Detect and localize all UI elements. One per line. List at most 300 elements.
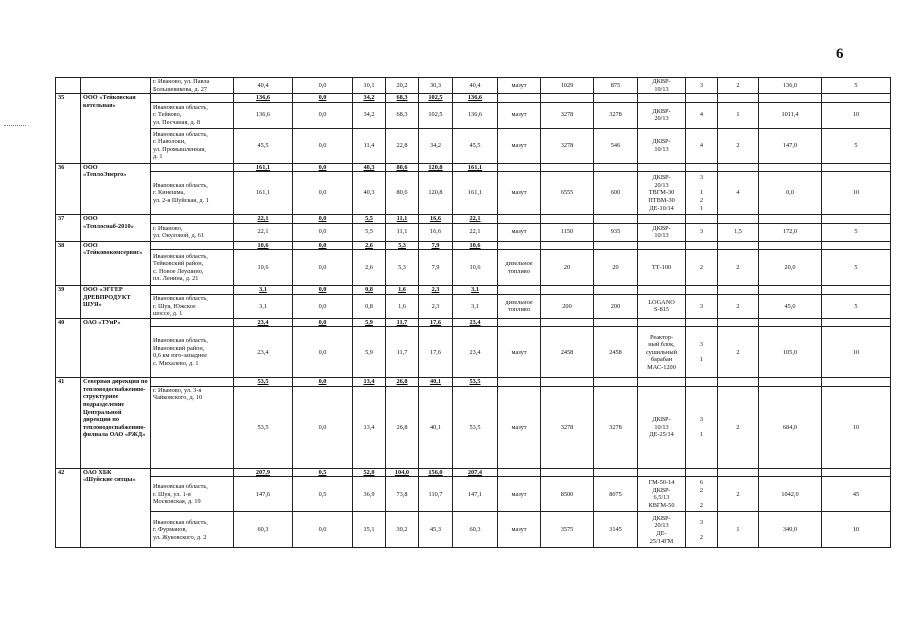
parameter-value: 2: [718, 294, 759, 318]
available-capacity: 875: [594, 78, 638, 94]
total-value: 68,3: [386, 94, 419, 103]
total-value: 11,1: [386, 215, 419, 224]
organization-total-row: [56, 468, 891, 477]
organization-name: Северная дирекция по тепловодоснабжению-структурное подразделение Центральной дирекции по тепловодоснабжению-филиала ОАО «РЖД»: [81, 378, 151, 469]
organization-total-row: [56, 378, 891, 387]
total-value: 161,1: [453, 163, 498, 172]
site-address: Ивановская область, г. Шуя, ул. 1-я Московская, д. 19: [151, 477, 234, 512]
capacity-value: 23,4: [234, 327, 293, 378]
empty-cell: [638, 318, 686, 327]
total-value: 0,0: [293, 163, 353, 172]
site-address: Ивановская область, г. Фурманов, ул. Жуковского, д. 2: [151, 512, 234, 548]
boiler-type: ДКВР- 10/13: [638, 78, 686, 94]
capacity-value: 10,6: [234, 250, 293, 286]
organization-total-row: [56, 94, 891, 103]
capacity-value: 5,3: [386, 250, 419, 286]
empty-cell: [541, 163, 594, 172]
capacity-value: 30,3: [419, 78, 453, 94]
reserve-volume: 1042,0: [759, 477, 822, 512]
duration-value: 5: [822, 128, 891, 163]
capacity-value: 161,1: [453, 172, 498, 215]
organization-name: ОАО «ТУиР»: [81, 318, 151, 378]
total-value: 120,8: [419, 163, 453, 172]
empty-cell: [822, 286, 891, 295]
reserve-volume: 105,0: [759, 327, 822, 378]
empty-cell: [498, 318, 541, 327]
capacity-value: 34,2: [419, 128, 453, 163]
boiler-type: ДКВР- 20/13 ДЕ- 25/14ГМ: [638, 512, 686, 548]
organization-total-row: [56, 241, 891, 250]
duration-value: 10: [822, 512, 891, 548]
total-value: 0,5: [293, 468, 353, 477]
total-value: 2,3: [419, 286, 453, 295]
capacity-value: 0,0: [293, 78, 353, 94]
boiler-count: 3: [686, 223, 718, 241]
empty-cell: [759, 468, 822, 477]
capacity-value: 11,1: [386, 223, 419, 241]
capacity-value: 22,1: [453, 223, 498, 241]
entry-number: 40: [56, 318, 81, 378]
empty-cell: [638, 241, 686, 250]
empty-cell: [638, 163, 686, 172]
empty-cell: [594, 163, 638, 172]
empty-cell: [759, 241, 822, 250]
empty-cell: [718, 94, 759, 103]
empty-cell: [822, 215, 891, 224]
boiler-type: LOGANO S-815: [638, 294, 686, 318]
boiler-type: ДКВР- 10/13: [638, 223, 686, 241]
total-value: 5,5: [353, 215, 386, 224]
capacity-value: 1,6: [386, 294, 419, 318]
capacity-value: 23,4: [453, 327, 498, 378]
margin-mark: [4, 125, 26, 126]
table-body: [56, 78, 891, 548]
total-value: 17,6: [419, 318, 453, 327]
capacity-value: 40,4: [234, 78, 293, 94]
boiler-count: 3 1 2 1: [686, 172, 718, 215]
installed-capacity: 3575: [541, 512, 594, 548]
duration-value: 10: [822, 102, 891, 128]
available-capacity: 3145: [594, 512, 638, 548]
organization-total-row: [56, 163, 891, 172]
available-capacity: 935: [594, 223, 638, 241]
capacity-value: 2,3: [419, 294, 453, 318]
empty-cell: [541, 215, 594, 224]
fuel-type: дизельное топливо: [498, 250, 541, 286]
duration-value: 10: [822, 327, 891, 378]
capacity-value: 22,1: [234, 223, 293, 241]
empty-cell: [759, 286, 822, 295]
parameter-value: 1: [718, 102, 759, 128]
reserve-volume: 684,0: [759, 386, 822, 468]
capacity-value: 2,6: [353, 250, 386, 286]
total-value: 40,1: [419, 378, 453, 387]
boiler-count: 4: [686, 102, 718, 128]
empty-cell: [718, 215, 759, 224]
capacity-value: 5,5: [353, 223, 386, 241]
capacity-value: 0,5: [293, 477, 353, 512]
reserve-volume: 0,0: [759, 172, 822, 215]
total-value: 0,8: [353, 286, 386, 295]
entry-number: [56, 78, 81, 94]
empty-cell: [686, 378, 718, 387]
site-row: [56, 512, 891, 548]
capacity-value: 136,6: [234, 102, 293, 128]
capacity-value: 53,5: [453, 386, 498, 468]
site-row: [56, 102, 891, 128]
empty-cell: [686, 215, 718, 224]
capacity-value: 15,1: [353, 512, 386, 548]
boiler-count: 6 2 2: [686, 477, 718, 512]
organization-total-row: [56, 215, 891, 224]
capacity-value: 40,4: [453, 78, 498, 94]
empty-cell: [594, 468, 638, 477]
site-address: г. Иваново, ул. Павла Большевикова, д. 27: [151, 78, 234, 94]
total-value: 53,5: [453, 378, 498, 387]
empty-cell: [718, 468, 759, 477]
capacity-value: 110,7: [419, 477, 453, 512]
total-value: 23,4: [453, 318, 498, 327]
empty-cell: [759, 163, 822, 172]
entry-number: 41: [56, 378, 81, 469]
empty-cell: [718, 163, 759, 172]
total-value: 0,0: [293, 378, 353, 387]
available-capacity: 200: [594, 294, 638, 318]
site-row: [56, 78, 891, 94]
entry-number: 39: [56, 286, 81, 319]
reserve-volume: 136,0: [759, 78, 822, 94]
total-value: 23,4: [234, 318, 293, 327]
empty-cell: [822, 468, 891, 477]
fuel-type: мазут: [498, 386, 541, 468]
fuel-type: мазут: [498, 78, 541, 94]
parameter-value: 2: [718, 477, 759, 512]
empty-cell: [594, 94, 638, 103]
capacity-value: 0,0: [293, 223, 353, 241]
total-value: 5,3: [386, 241, 419, 250]
empty-cell: [686, 286, 718, 295]
empty-cell: [151, 241, 234, 250]
site-address: г. Иваново, ул. 3-я Чайковского, д. 10: [151, 386, 234, 468]
site-row: [56, 250, 891, 286]
boiler-count: 3: [686, 294, 718, 318]
empty-cell: [151, 318, 234, 327]
boiler-data-table: [55, 77, 891, 548]
boiler-count: 4: [686, 128, 718, 163]
capacity-value: 0,0: [293, 102, 353, 128]
total-value: 207,9: [234, 468, 293, 477]
total-value: 0,0: [293, 318, 353, 327]
organization-name: [81, 78, 151, 94]
available-capacity: 600: [594, 172, 638, 215]
parameter-value: 1,5: [718, 223, 759, 241]
total-value: 104,0: [386, 468, 419, 477]
site-row: [56, 172, 891, 215]
capacity-value: 120,8: [419, 172, 453, 215]
fuel-type: мазут: [498, 477, 541, 512]
boiler-type: ДКВР- 10/13: [638, 128, 686, 163]
site-address: Ивановская область, г. Тейково, ул. Песчаная, д. 8: [151, 102, 234, 128]
boiler-count: 3: [686, 78, 718, 94]
capacity-value: 5,9: [353, 327, 386, 378]
empty-cell: [594, 215, 638, 224]
capacity-value: 11,7: [386, 327, 419, 378]
capacity-value: 0,8: [353, 294, 386, 318]
empty-cell: [718, 286, 759, 295]
reserve-volume: 147,0: [759, 128, 822, 163]
empty-cell: [498, 378, 541, 387]
total-value: 10,6: [234, 241, 293, 250]
capacity-value: 102,5: [419, 102, 453, 128]
capacity-value: 45,5: [453, 128, 498, 163]
capacity-value: 147,6: [234, 477, 293, 512]
capacity-value: 60,3: [234, 512, 293, 548]
total-value: 10,6: [453, 241, 498, 250]
empty-cell: [541, 286, 594, 295]
parameter-value: 4: [718, 172, 759, 215]
total-value: 80,6: [386, 163, 419, 172]
site-address: Ивановская область, Тейковский район, с. Новое Леушино, пл. Ленина, д. 21: [151, 250, 234, 286]
boiler-type: ГМ-50-14 ДКВР- 6,5/13 КВГМ-50: [638, 477, 686, 512]
empty-cell: [718, 378, 759, 387]
site-address: Ивановская область, г. Кинешма, ул. 2-я Шуйская, д. 1: [151, 172, 234, 215]
capacity-value: 80,6: [386, 172, 419, 215]
empty-cell: [686, 468, 718, 477]
empty-cell: [151, 94, 234, 103]
fuel-type: мазут: [498, 102, 541, 128]
empty-cell: [151, 163, 234, 172]
empty-cell: [718, 318, 759, 327]
available-capacity: 2458: [594, 327, 638, 378]
capacity-value: 17,6: [419, 327, 453, 378]
available-capacity: 3278: [594, 102, 638, 128]
empty-cell: [151, 378, 234, 387]
boiler-type: ТТ-100: [638, 250, 686, 286]
site-address: Ивановская область, Ивановский район, 0,6 км юго-западнее с. Михалево, д. 1: [151, 327, 234, 378]
total-value: 5,9: [353, 318, 386, 327]
empty-cell: [822, 378, 891, 387]
total-value: 0,0: [293, 286, 353, 295]
capacity-value: 26,8: [386, 386, 419, 468]
capacity-value: 45,5: [234, 128, 293, 163]
installed-capacity: 8500: [541, 477, 594, 512]
installed-capacity: 20: [541, 250, 594, 286]
entry-number: 37: [56, 215, 81, 242]
duration-value: 5: [822, 250, 891, 286]
total-value: 0,0: [293, 94, 353, 103]
total-value: 34,2: [353, 94, 386, 103]
empty-cell: [759, 378, 822, 387]
available-capacity: 8075: [594, 477, 638, 512]
empty-cell: [498, 163, 541, 172]
fuel-type: мазут: [498, 512, 541, 548]
empty-cell: [498, 286, 541, 295]
reserve-volume: 45,0: [759, 294, 822, 318]
empty-cell: [822, 241, 891, 250]
entry-number: 42: [56, 468, 81, 548]
total-value: 207,4: [453, 468, 498, 477]
total-value: 7,9: [419, 241, 453, 250]
site-address: Ивановская область, г. Наволоки, ул. Промышленная, д. 1: [151, 128, 234, 163]
boiler-count: 3 1: [686, 386, 718, 468]
total-value: 0,0: [293, 241, 353, 250]
empty-cell: [498, 241, 541, 250]
total-value: 3,1: [453, 286, 498, 295]
empty-cell: [594, 378, 638, 387]
capacity-value: 16,6: [419, 223, 453, 241]
total-value: 40,3: [353, 163, 386, 172]
site-address: Ивановская область, г. Шуя, Южское шоссе, д. 1: [151, 294, 234, 318]
empty-cell: [541, 318, 594, 327]
organization-total-row: [56, 286, 891, 295]
parameter-value: 2: [718, 327, 759, 378]
total-value: 1,6: [386, 286, 419, 295]
duration-value: 10: [822, 172, 891, 215]
capacity-value: 10,1: [353, 78, 386, 94]
organization-name: ООО «ТеплоЭнерго»: [81, 163, 151, 215]
organization-name: ООО «ЭГГЕР ДРЕВПРОДУКТ ШУЯ»: [81, 286, 151, 319]
entry-number: 38: [56, 241, 81, 286]
capacity-value: 40,1: [419, 386, 453, 468]
empty-cell: [638, 94, 686, 103]
boiler-count: 3 2: [686, 512, 718, 548]
boiler-count: 2: [686, 250, 718, 286]
site-row: [56, 223, 891, 241]
total-value: 26,8: [386, 378, 419, 387]
total-value: 3,1: [234, 286, 293, 295]
empty-cell: [638, 468, 686, 477]
page-number: 6: [836, 46, 844, 62]
empty-cell: [498, 94, 541, 103]
installed-capacity: 200: [541, 294, 594, 318]
capacity-value: 34,2: [353, 102, 386, 128]
empty-cell: [151, 215, 234, 224]
capacity-value: 30,2: [386, 512, 419, 548]
empty-cell: [686, 318, 718, 327]
parameter-value: 2: [718, 78, 759, 94]
empty-cell: [151, 286, 234, 295]
capacity-value: 0,0: [293, 294, 353, 318]
capacity-value: 45,3: [419, 512, 453, 548]
site-row: [56, 327, 891, 378]
capacity-value: 60,3: [453, 512, 498, 548]
capacity-value: 13,4: [353, 386, 386, 468]
capacity-value: 7,9: [419, 250, 453, 286]
parameter-value: 2: [718, 386, 759, 468]
installed-capacity: 3278: [541, 102, 594, 128]
duration-value: 5: [822, 223, 891, 241]
total-value: 2,6: [353, 241, 386, 250]
empty-cell: [822, 163, 891, 172]
capacity-value: 3,1: [453, 294, 498, 318]
organization-total-row: [56, 318, 891, 327]
capacity-value: 0,0: [293, 128, 353, 163]
available-capacity: 3278: [594, 386, 638, 468]
boiler-count: 3 1: [686, 327, 718, 378]
total-value: 16,6: [419, 215, 453, 224]
empty-cell: [638, 286, 686, 295]
organization-name: ООО «Теплоснаб-2010»: [81, 215, 151, 242]
empty-cell: [594, 318, 638, 327]
fuel-type: мазут: [498, 172, 541, 215]
capacity-value: 0,0: [293, 172, 353, 215]
total-value: 11,7: [386, 318, 419, 327]
total-value: 53,5: [234, 378, 293, 387]
capacity-value: 0,0: [293, 327, 353, 378]
duration-value: 45: [822, 477, 891, 512]
capacity-value: 0,0: [293, 386, 353, 468]
boiler-type: Реактор- ный блок, сушильный барабан МАС-1200: [638, 327, 686, 378]
capacity-value: 40,3: [353, 172, 386, 215]
total-value: 136,6: [234, 94, 293, 103]
capacity-value: 22,8: [386, 128, 419, 163]
installed-capacity: 3278: [541, 386, 594, 468]
empty-cell: [759, 318, 822, 327]
duration-value: 5: [822, 294, 891, 318]
empty-cell: [759, 94, 822, 103]
duration-value: 10: [822, 386, 891, 468]
total-value: 22,1: [234, 215, 293, 224]
empty-cell: [638, 378, 686, 387]
site-row: [56, 386, 891, 468]
total-value: 52,0: [353, 468, 386, 477]
fuel-type: дизельное топливо: [498, 294, 541, 318]
capacity-value: 10,6: [453, 250, 498, 286]
empty-cell: [686, 163, 718, 172]
installed-capacity: 2458: [541, 327, 594, 378]
available-capacity: 20: [594, 250, 638, 286]
empty-cell: [822, 94, 891, 103]
parameter-value: 2: [718, 128, 759, 163]
organization-name: ООО «Тейковская котельная»: [81, 94, 151, 164]
capacity-value: 161,1: [234, 172, 293, 215]
empty-cell: [541, 468, 594, 477]
empty-cell: [541, 94, 594, 103]
total-value: 136,6: [453, 94, 498, 103]
site-row: [56, 128, 891, 163]
empty-cell: [498, 468, 541, 477]
site-row: [56, 477, 891, 512]
boiler-type: ДКВР- 20/13 ТВГМ-30 ПТВМ-30 ДЕ-10/14: [638, 172, 686, 215]
total-value: 156,0: [419, 468, 453, 477]
capacity-value: 136,6: [453, 102, 498, 128]
installed-capacity: 1150: [541, 223, 594, 241]
total-value: 161,1: [234, 163, 293, 172]
capacity-value: 68,3: [386, 102, 419, 128]
total-value: 102,5: [419, 94, 453, 103]
empty-cell: [594, 286, 638, 295]
site-address: г. Иваново, ул. Окуловой, д. 61: [151, 223, 234, 241]
reserve-volume: 1011,4: [759, 102, 822, 128]
empty-cell: [686, 241, 718, 250]
installed-capacity: 3278: [541, 128, 594, 163]
boiler-type: ДКВР- 10/13 ДЕ-25/14: [638, 386, 686, 468]
capacity-value: 53,5: [234, 386, 293, 468]
capacity-value: 0,0: [293, 250, 353, 286]
organization-name: ОАО ХБК «Шуйские ситцы»: [81, 468, 151, 548]
parameter-value: 2: [718, 250, 759, 286]
reserve-volume: 20,0: [759, 250, 822, 286]
empty-cell: [541, 378, 594, 387]
entry-number: 36: [56, 163, 81, 215]
empty-cell: [718, 241, 759, 250]
reserve-volume: 172,0: [759, 223, 822, 241]
total-value: 0,0: [293, 215, 353, 224]
parameter-value: 1: [718, 512, 759, 548]
total-value: 22,1: [453, 215, 498, 224]
capacity-value: 0,0: [293, 512, 353, 548]
available-capacity: 546: [594, 128, 638, 163]
